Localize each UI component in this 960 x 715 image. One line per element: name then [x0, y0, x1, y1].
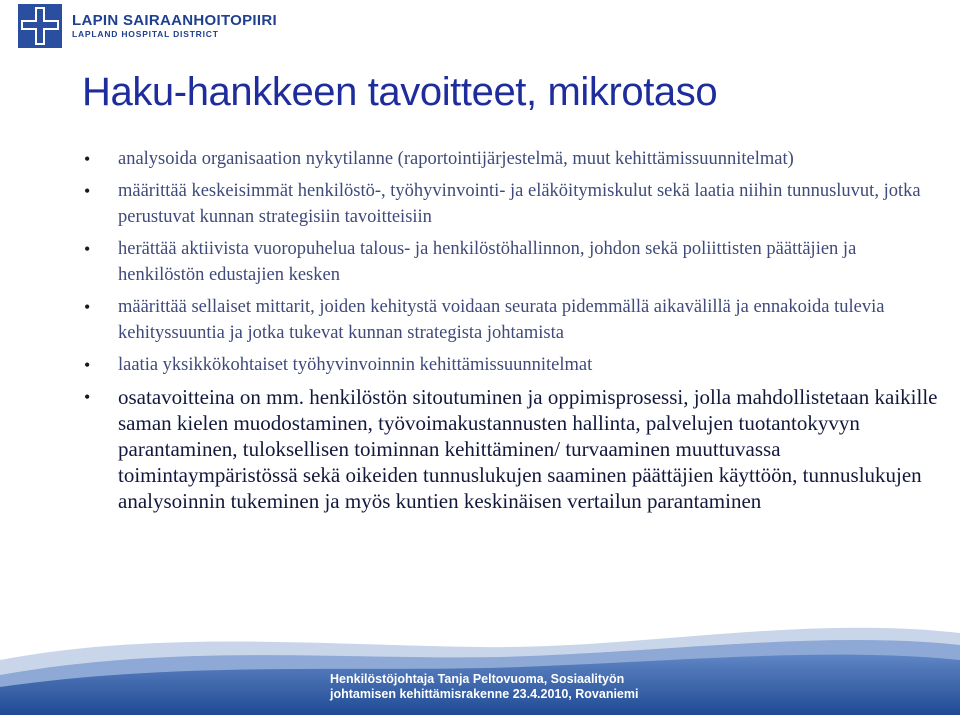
logo-subtitle: LAPLAND HOSPITAL DISTRICT	[72, 29, 219, 39]
footer-text: Henkilöstöjohtaja Tanja Peltovuoma, Sosiaalityön johtamisen kehittämisrakenne 23.4.2010, Rovaniemi	[330, 672, 639, 701]
bullet-item: • osatavoitteina on mm. henkilöstön sitoutuminen ja oppimisprosessi, jolla mahdollistetaan kaikille saman kielen muodostaminen, työvoimakustannusten hallinta, palvelujen tuotantokyvyn parantaminen, tuloksellisen toiminnan kehittäminen/ turvaaminen muuttuvassa toimintaympäristössä sekä oikeiden tunnuslukujen saaminen päättäjien käyttöön, tunnuslukujen analysoinnin tukeminen ja myös kuntien keskinäisen vertailun parantaminen	[84, 384, 944, 514]
bullet-item: • laatia yksikkökohtaiset työhyvinvoinnin kehittämissuunnitelmat	[84, 352, 944, 378]
bullet-item: • määrittää keskeisimmät henkilöstö-, työhyvinvointi- ja eläköitymiskulut sekä laatia niihin tunnusluvut, jotka perustuvat kunnan strategisiin tavoitteisiin	[84, 178, 944, 230]
cross-logo-icon	[18, 4, 62, 48]
logo-name: LAPIN SAIRAANHOITOPIIRI	[72, 12, 277, 29]
bullet-item: • määrittää sellaiset mittarit, joiden kehitystä voidaan seurata pidemmällä aikavälillä ja ennakoida tulevia kehityssuuntia ja jotka tukevat kunnan strategista johtamista	[84, 294, 944, 346]
bullet-list	[84, 146, 944, 520]
bullet-item: • herättää aktiivista vuoropuhelua talous- ja henkilöstöhallinnon, johdon sekä poliittisten päättäjien ja henkilöstön edustajien kesken	[84, 236, 944, 288]
organization-logo	[18, 4, 277, 48]
slide-title: Haku-hankkeen tavoitteet, mikrotaso	[82, 70, 718, 114]
bullet-item: • analysoida organisaation nykytilanne (raportointijärjestelmä, muut kehittämissuunnitelmat)	[84, 146, 944, 172]
logo-text	[72, 12, 277, 40]
